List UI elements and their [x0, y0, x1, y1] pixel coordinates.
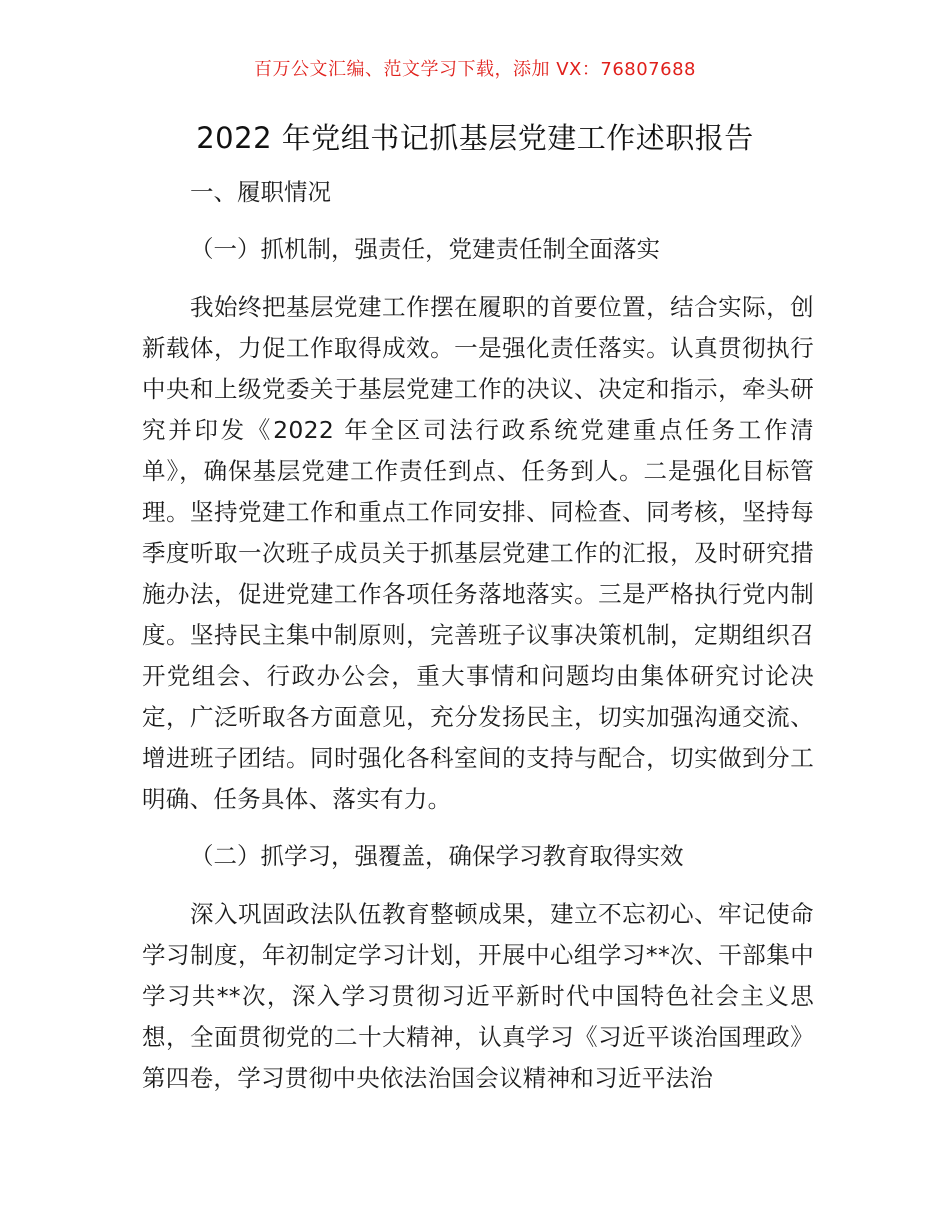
subsection-heading: （一）抓机制，强责任，党建责任制全面落实	[190, 235, 660, 263]
body-paragraph: 我始终把基层党建工作摆在履职的首要位置，结合实际，创新载体，力促工作取得成效。一是强化责任落实。认真贯彻执行中央和上级党委关于基层党建工作的决议、决定和指示，牵头研究并印发《2022 年全区司法行政系统党建重点任务工作清单》，确保基层党建工作责任到点、任务到人。二是强化目标管理。坚持党建工作和重点工作同安排、同检查、同考核，坚持每季度听取一次班子成员关于抓基层党建工作的汇报，及时研究措施办法，促进党建工作各项任务落地落实。三是严格执行党内制度。坚持民主集中制原则，完善班子议事决策机制，定期组织召开党组会、行政办公会，重大事情和问题均由集体研究讨论决定，广泛听取各方面意见，充分发扬民主，切实加强沟通交流、增进班子团结。同时强化各科室间的支持与配合，切实做到分工明确、任务具体、落实有力。	[142, 293, 814, 813]
subsection-heading: （二）抓学习，强覆盖，确保学习教育取得实效	[190, 842, 684, 870]
body-paragraph: 深入巩固政法队伍教育整顿成果，建立不忘初心、牢记使命学习制度，年初制定学习计划，开展中心组学习**次、干部集中学习共**次，深入学习贯彻习近平新时代中国特色社会主义思想，全面贯彻党的二十大精神，认真学习《习近平谈治国理政》第四卷，学习贯彻中央依法治国会议精神和习近平法治	[142, 900, 814, 1092]
document-body	[142, 172, 814, 1099]
section-heading: 一、履职情况	[190, 178, 331, 206]
page-title: 2022 年党组书记抓基层党建工作述职报告	[196, 121, 754, 155]
watermark-header: 百万公文汇编、范文学习下载，添加 VX：76807688	[254, 59, 696, 80]
